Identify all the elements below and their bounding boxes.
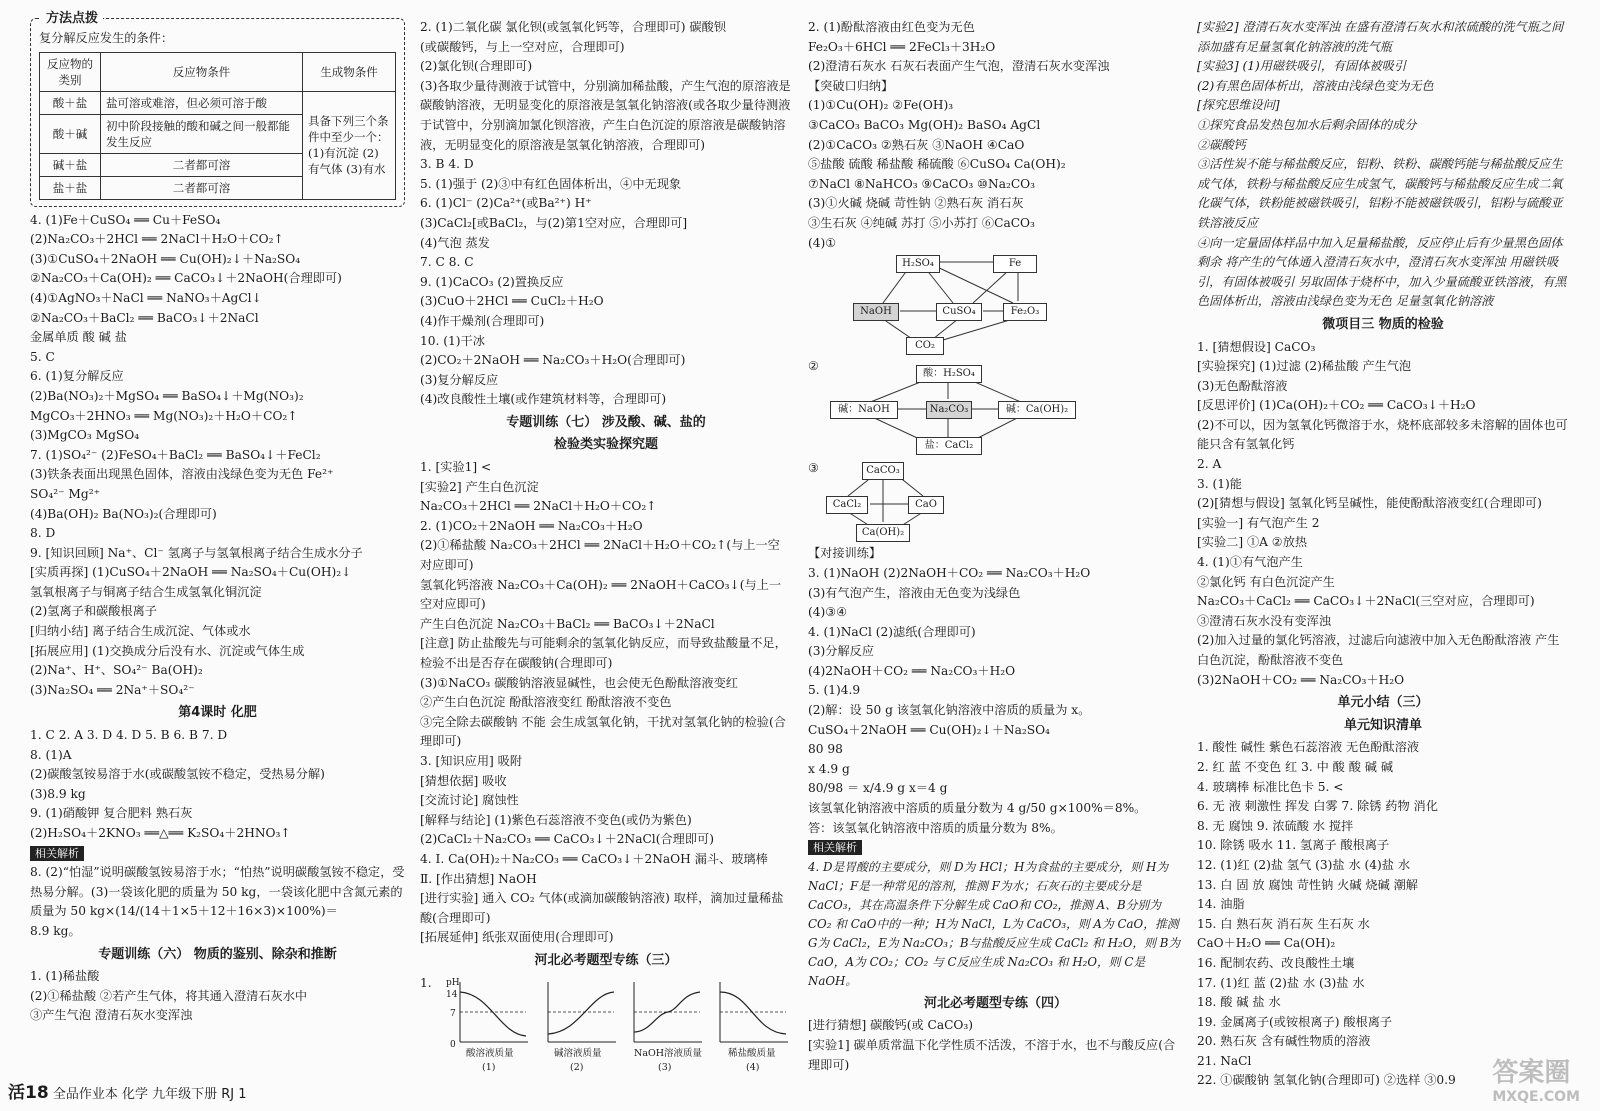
answer-line: (2)氢离子和碳酸根离子: [30, 604, 157, 619]
graph-num-1: (1): [482, 1061, 496, 1073]
answer-line: (2)氯化钡(合理即可): [420, 59, 533, 74]
answer-line: (2)①CaCO₃ ②熟石灰 ③NaOH ④CaO: [808, 137, 1025, 152]
node-fe2o3: Fe₂O₃: [1003, 303, 1047, 321]
ph-curve: [548, 992, 614, 1034]
answer-line: ④向一定量固体样品中加入足量稀盐酸，反应停止后有少量黑色固体剩余 将产生的气体通入澄清石灰水中，澄清石灰水变浑浊 用磁铁吸引，有固体被吸引 另取固体于烧杯中，加入少量硫酸亚铁溶液，有黑色固体析出，溶液由浅绿色变为无色 足量氢氧化钠溶液: [1197, 235, 1567, 309]
answers-block: [1197, 738, 1569, 1091]
training6-heading: 专题训练（六） 物质的鉴别、除杂和推断: [98, 946, 337, 962]
answer-line: (2)Na⁺、H⁺、SO₄²⁻ Ba(OH)₂: [30, 663, 203, 678]
answer-line: 4. (1)①有气泡产生: [1197, 555, 1303, 570]
answer-line: 8. D: [30, 526, 56, 541]
answer-line: (2)①稀盐酸 ②若产生气体，将其通入澄清石灰水中: [30, 988, 308, 1003]
answer-line: 1. (1)稀盐酸: [30, 969, 100, 984]
graph-xlabel-2: 碱溶液质量: [554, 1047, 602, 1059]
graph-num-4: (4): [746, 1061, 760, 1073]
answer-line: 2. (1)酚酞溶液由红色变为无色: [808, 20, 975, 34]
answer-line: MgCO₃＋2HNO₃ ══ Mg(NO₃)₂＋H₂O＋CO₂↑: [30, 408, 298, 423]
column-2: [420, 18, 792, 1074]
answer-line: 1. 酸性 碱性 紫色石蕊溶液 无色酚酞溶液: [1197, 740, 1420, 755]
hebei3-heading: 河北必考题型专练（三）: [534, 952, 678, 968]
row-type: 酸＋盐: [40, 91, 101, 114]
answer-line: [注意] 防止盐酸先与可能剩余的氢氧化钠反应，而导致盐酸量不足，检验不出是否存在碳酸钠(合理即可): [420, 636, 787, 670]
row-type: 盐＋盐: [40, 176, 101, 199]
answer-line: 2. (1)CO₂＋2NaOH ══ Na₂CO₃＋H₂O: [420, 518, 643, 533]
answer-line: [实验探究] (1)过滤 (2)稀盐酸 产生气泡: [1197, 359, 1412, 374]
answer-line: (3)2NaOH＋CO₂ ══ Na₂CO₃＋H₂O: [1197, 672, 1405, 687]
answer-line: 3. (1)NaOH (2)2NaOH＋CO₂ ══ Na₂CO₃＋H₂O: [808, 565, 1091, 580]
answer-line: (2)不可以，因为氢氧化钙微溶于水，烧杯底部较多未溶解的固体也可能只含有氢氧化钙: [1197, 417, 1568, 452]
answers-block: [808, 1016, 1183, 1075]
answer-line: ③产生气泡 澄清石灰水变浑浊: [30, 1008, 193, 1023]
row-cond: 初中阶段接触的酸和碱之间一般都能发生反应: [101, 114, 303, 153]
answer-line: (2)H₂SO₄＋2KNO₃ ══△══ K₂SO₄＋2HNO₃↑: [30, 826, 291, 840]
answer-line: 21. NaCl: [1197, 1053, 1252, 1068]
th-reactant-type: 反应物的类别: [40, 52, 101, 91]
training7-subheading: 检验类实验探究题: [553, 437, 658, 453]
answer-line: (4)气泡 蒸发: [420, 235, 490, 250]
answer-line: 12. (1)红 (2)盐 氢气 (3)盐 水 (4)盐 水: [1197, 857, 1411, 872]
answer-line: 2. A: [1197, 457, 1222, 472]
answer-line: (2)Ba(NO₃)₂＋MgSO₄ ══ BaSO₄↓＋Mg(NO₃)₂: [30, 388, 304, 403]
answer-line: 2. 红 蓝 不变色 红 3. 中 酸 酸 碱 碱: [1197, 759, 1394, 774]
answer-line: [交流讨论] 腐蚀性: [420, 793, 519, 808]
answer-line: 22. ①碳酸钠 氢氧化钠(合理即可) ②选样 ③0.9: [1197, 1073, 1456, 1088]
method-tip-title: 方法点拨: [41, 9, 103, 29]
answer-line: ⑦NaCl ⑧NaHCO₃ ⑨CaCO₃ ⑩Na₂CO₃: [808, 176, 1036, 191]
ph-tick-14: 14: [446, 989, 458, 1000]
answer-line: 4. 玻璃棒 标准比色卡 5. <: [1197, 779, 1344, 794]
node-naoh: NaOH: [853, 303, 899, 321]
answer-line: 80 98: [808, 742, 843, 757]
condition-table: [39, 52, 396, 200]
checklist-heading: 单元知识清单: [1343, 717, 1422, 733]
answer-line: (3)①火碱 烧碱 苛性钠 ②熟石灰 消石灰: [808, 196, 1024, 211]
answer-line: (3)无色酚酞溶液: [1197, 378, 1288, 393]
answer-line: (3)铁条表面出现黑色固体，溶液由浅绿色变为无色 Fe²⁺: [30, 467, 334, 482]
graph-xlabel-4: 稀盐酸质量: [728, 1047, 776, 1059]
answer-line: [进行实验] 通入 CO₂ 气体(或滴加碳酸钠溶液) 取样，滴加过量稀盐酸(合理即可): [420, 891, 784, 925]
page-number: 活18: [8, 1083, 49, 1103]
answer-line: 18. 酸 碱 盐 水: [1197, 995, 1281, 1010]
hebei4-heading: 河北必考题型专练（四）: [923, 995, 1067, 1011]
answer-line: 8.9 kg。: [30, 923, 81, 938]
answer-line: 16. 配制农药、改良酸性土壤: [1197, 955, 1355, 970]
watermark-text: 答案圈: [1492, 1058, 1571, 1088]
answer-line: [探究思维设问]: [1197, 98, 1280, 113]
column-4: [1197, 18, 1569, 1091]
answer-line: 4. (1)NaCl (2)滤纸(合理即可): [808, 624, 976, 639]
ph-graphs: [420, 974, 792, 1074]
answer-line: (4)2NaOH＋CO₂ ══ Na₂CO₃＋H₂O: [808, 663, 1016, 678]
node-co2: CO₂: [906, 337, 944, 355]
answer-line: ③完全除去碳酸钠 不能 会生成氢氧化钠，干扰对氢氧化钠的检验(合理即可): [420, 714, 786, 749]
answer-line: ②Na₂CO₃＋BaCl₂ ══ BaCO₃↓＋2NaCl: [30, 310, 259, 325]
answer-line: SO₄²⁻ Mg²⁺: [30, 486, 101, 501]
answer-line: 氢氧化钙溶液 Na₂CO₃＋Ca(OH)₂ ══ 2NaOH＋CaCO₃↓(与上一空对应即可): [420, 577, 782, 612]
answer-line: (2)解：设 50 g 该氢氧化钠溶液中溶质的质量为 x。: [808, 703, 1091, 718]
answers-block: [420, 18, 792, 410]
answers-block: [30, 211, 405, 701]
answer-line: [实验2] 产生白色沉淀: [420, 479, 539, 494]
graph-num-3: (3): [658, 1061, 672, 1073]
ph-tick-7: 7: [450, 1008, 456, 1019]
answer-line: (3)CuO＋2HCl ══ CuCl₂＋H₂O: [420, 294, 604, 309]
node-base-caoh2: 碱：Ca(OH)₂: [998, 401, 1076, 419]
answer-line: (3)Na₂SO₄ ══ 2Na⁺＋SO₄²⁻: [30, 682, 195, 697]
answer-line: 9. (1)CaCO₃ (2)置换反应: [420, 274, 564, 289]
answer-line: 9. (1)硝酸钾 复合肥料 熟石灰: [30, 806, 193, 821]
answer-line: 10. 除锈 吸水 11. 氢离子 酸根离子: [1197, 838, 1390, 853]
answer-line: [实验1] 碳单质常温下化学性质不活泼，不溶于水，也不与酸反应(合理即可): [808, 1038, 1176, 1072]
answer-line: (3)①CuSO₄＋2NaOH ══ Cu(OH)₂↓＋Na₂SO₄: [30, 251, 301, 266]
answer-line: ②产生白色沉淀 酚酞溶液变红 酚酞溶液不变色: [420, 695, 672, 710]
watermark-url: MXQE.COM: [1492, 1089, 1580, 1105]
column-3: [808, 18, 1183, 1075]
diagram-2-label: ②: [808, 359, 819, 374]
answer-line: 【突破口归纳】: [808, 78, 894, 93]
node-cuso4: CuSO₄: [936, 303, 982, 321]
method-tip-intro: 复分解反应发生的条件：: [39, 31, 174, 45]
th-reactant-cond: 反应物条件: [101, 52, 303, 91]
answer-line: (3)各取少量待测液于试管中，分别滴加稀盐酸，产生气泡的原溶液是碳酸钠溶液，无明显变化的原溶液是氢氧化钠溶液(或各取少量待测液于试管中，分别滴加氯化钡溶液，产生白色沉淀的原溶液是碳酸钠溶液，无明显变化的原溶液是氢氧化钠溶液，合理即可): [420, 78, 791, 152]
answer-line: [猜想依据] 吸收: [420, 773, 507, 788]
answer-line: (2)碳酸氢铵易溶于水(或碳酸氢铵不稳定，受热易分解): [30, 767, 325, 782]
answer-line: CuSO₄＋2NaOH ══ Cu(OH)₂↓＋Na₂SO₄: [808, 722, 1050, 737]
ph-graph-2: [548, 982, 616, 1042]
answer-line: 5. C: [30, 349, 55, 364]
answer-line: [实验3] (1)用磁铁吸引，有固体被吸引: [1197, 59, 1407, 74]
answer-line: 15. 白 熟石灰 消石灰 生石灰 水: [1197, 916, 1370, 931]
answer-line: 答：该氢氧化钠溶液中溶质的质量分数为 8%。: [808, 820, 1063, 835]
answer-line: 20. 熟石灰 含有碱性物质的溶液: [1197, 1034, 1371, 1049]
answer-line: Na₂CO₃＋CaCl₂ ══ CaCO₃↓＋2NaCl(三空对应，合理即可): [1197, 594, 1535, 609]
answer-line: (4)作干燥剂(合理即可): [420, 313, 545, 328]
node-cacl2: CaCl₂: [826, 496, 868, 514]
node-base-naoh: 碱：NaOH: [830, 401, 898, 419]
answer-line: Na₂CO₃＋2HCl ══ 2NaCl＋H₂O＋CO₂↑: [420, 499, 657, 514]
answer-line: (4)Ba(OH)₂ Ba(NO₃)₂(合理即可): [30, 506, 217, 521]
training7-heading: 专题训练（七） 涉及酸、碱、盐的: [506, 414, 706, 430]
relation-diagram-1: [808, 253, 1183, 357]
answer-line: (2)澄清石灰水 石灰石表面产生气泡，澄清石灰水变浑浊: [808, 59, 1110, 74]
answer-line: 9. [知识回顾] Na⁺、Cl⁻ 氢离子与氢氧根离子结合生成水分子: [30, 545, 363, 560]
answer-line: x 4.9 g: [808, 761, 850, 776]
answer-line: ③澄清石灰水没有变浑浊: [1197, 613, 1332, 628]
node-caoh2: Ca(OH)₂: [856, 524, 910, 542]
column-1: [30, 11, 405, 1026]
answer-line: 1. C 2. A 3. D 4. D 5. B 6. B 7. D: [30, 728, 228, 743]
answer-line: ③CaCO₃ BaCO₃ Mg(OH)₂ BaSO₄ AgCl: [808, 117, 1041, 132]
answer-line: [拓展延伸] 纸张双面使用(合理即可): [420, 930, 614, 945]
answer-line: 4. Ⅰ. Ca(OH)₂＋Na₂CO₃ ══ CaCO₃↓＋2NaOH 漏斗、玻璃棒: [420, 851, 768, 866]
answer-line: 5. (1)4.9: [808, 683, 861, 698]
node-salt-na2co3: Na₂CO₃: [926, 401, 972, 419]
answer-line: 10. (1)干冰: [420, 333, 485, 348]
answer-line: ③生石灰 ④纯碱 苏打 ⑤小苏打 ⑥CaCO₃: [808, 215, 1035, 230]
answer-line: 【对接训练】: [808, 546, 882, 561]
answer-line: Ⅱ. [作出猜想] NaOH: [420, 871, 537, 886]
answer-line: (2)Na₂CO₃＋2HCl ══ 2NaCl＋H₂O＋CO₂↑: [30, 232, 284, 247]
answer-line: 19. 金属离子(或铵根离子) 酸根离子: [1197, 1014, 1393, 1029]
answers-block: [808, 544, 1183, 838]
answer-line: 7. C 8. C: [420, 255, 474, 270]
answer-line: [实验二] ①A ②放热: [1197, 535, 1308, 550]
answer-line: [拓展应用] (1)交换成分后没有水、沉淀或气体生成: [30, 643, 305, 658]
answer-line: [反思评价] (1)Ca(OH)₂＋CO₂ ══ CaCO₃↓＋H₂O: [1197, 398, 1476, 413]
answer-line: (2)[猜想与假设] 氢氧化钙呈碱性，能使酚酞溶液变红(合理即可): [1197, 496, 1542, 511]
answer-line: (4)①: [808, 235, 837, 250]
graph-xlabel-1: 酸溶液质量: [466, 1047, 514, 1059]
answer-line: 7. (1)SO₄²⁻ (2)FeSO₄＋BaCl₂ ══ BaSO₄↓＋FeCl₂: [30, 447, 321, 462]
analysis-block: [30, 863, 405, 941]
ph-curve: [720, 992, 786, 1034]
method-tip-box: [30, 11, 405, 207]
answer-line: (2)①稀盐酸 Na₂CO₃＋2HCl ══ 2NaCl＋H₂O＋CO₂↑(与上一空对应即可): [420, 538, 780, 573]
answer-line: ③活性炭不能与稀盐酸反应，铝粉、铁粉、碳酸钙能与稀盐酸反应生成气体，铁粉与稀盐酸反应生成氢气，碳酸钙与稀盐酸反应生成二氧化碳气体，铁粉能被磁铁吸引，铝粉不能被磁铁吸引，铝粉与硫酸亚铁溶液反应: [1197, 157, 1563, 230]
answer-line: 产生白色沉淀 Na₂CO₃＋BaCl₂ ══ BaCO₃↓＋2NaCl: [420, 616, 715, 631]
node-h2so4: H₂SO₄: [896, 255, 940, 273]
answer-line: 金属单质 酸 碱 盐: [30, 330, 127, 345]
answer-line: [实验2] 澄清石灰水变浑浊 在盛有澄清石灰水和浓硫酸的洗气瓶之间添加盛有足量氢氧化钠溶液的洗气瓶: [1197, 20, 1564, 54]
q1-label: 1.: [420, 975, 432, 990]
analysis-tag: 相关解析: [808, 840, 862, 855]
answer-line: (3)有气泡产生，溶液由无色变为浅绿色: [808, 585, 1021, 600]
answer-line: 3. (1)能: [1197, 476, 1242, 491]
page-footer: [8, 1078, 246, 1103]
answer-line: ②碳酸钙: [1197, 137, 1246, 152]
answer-line: 4. (1)Fe＋CuSO₄ ══ Cu＋FeSO₄: [30, 212, 221, 227]
watermark-logo: [1492, 1052, 1580, 1105]
node-acid-h2so4: 酸：H₂SO₄: [916, 365, 982, 383]
answer-line: (3)MgCO₃ MgSO₄: [30, 428, 140, 443]
answer-line: 3. [知识应用] 吸附: [420, 753, 523, 768]
answers-block: [1197, 18, 1569, 312]
relation-diagram-3: [808, 462, 1183, 544]
answer-line: 6. (1)Cl⁻ (2)Ca²⁺(或Ba²⁺) H⁺: [420, 196, 592, 211]
answer-line: 5. (1)强于 (2)③中有红色固体析出，④中无现象: [420, 176, 682, 191]
ph-graph-1: [460, 982, 528, 1042]
answer-line: [归纳小结] 离子结合生成沉淀、气体或水: [30, 624, 251, 639]
answer-line: 6. 无 液 刺激性 挥发 白雾 7. 除锈 药物 消化: [1197, 799, 1438, 814]
analysis-text: 4. D是胃酸的主要成分，则 D为 HCl；H为食盐的主要成分，则 H为 NaCl；F是一种常见的溶剂，推测 F为水；石灰石的主要成分是 CaCO₃，其在高温条件下分解生成 CaO和 CO₂，推测 A、B分别为 CO₂ 和 CaO中的一种；H为 NaCl，L为 CaCO₃，则 A为 CaO，推测 G为 CaCl₂，E为 Na₂CO₃；B与盐酸反应生成 CaCl₂ 和 H₂O，则 B为 CaO，A为 CO₂；CO₂ 与 C反应生成 Na₂CO₃ 和 H₂O，则 C是 NaOH。: [808, 859, 1181, 988]
answer-line: 17. (1)红 蓝 (2)盐 水 (3)盐 水: [1197, 975, 1365, 990]
row-cond: 盐可溶或难溶，但必须可溶于酸: [101, 91, 303, 114]
diagram-3-label: ③: [808, 460, 819, 475]
ph-axis-label: pH: [446, 977, 460, 988]
answer-line: 6. (1)复分解反应: [30, 369, 124, 384]
answers-block: [30, 967, 405, 1026]
answers-block: [30, 726, 405, 844]
answers-block: [1197, 338, 1569, 691]
answer-line: 8. (2)“怕湿”说明碳酸氢铵易溶于水；“怕热”说明碳酸氢铵不稳定，受热易分解。(3)一袋该化肥的质量为 50 kg，一袋该化肥中含氮元素的质量为 50 kg×(14/(14＋1×5＋12＋16×3)×100%)＝: [30, 865, 405, 919]
unit3-heading: 单元小结（三）: [1337, 695, 1429, 711]
answer-line: CaO＋H₂O ══ Ca(OH)₂: [1197, 936, 1336, 951]
answer-line: 80/98 ＝ x/4.9 g x＝4 g: [808, 781, 948, 796]
answer-line: ②Na₂CO₃＋Ca(OH)₂ ══ CaCO₃↓＋2NaOH(合理即可): [30, 271, 342, 286]
answer-line: [解释与结论] (1)紫色石蕊溶液不变色(或仍为紫色): [420, 812, 692, 827]
relation-diagram-2: [808, 363, 1183, 459]
answer-line: 1. [实验1] <: [420, 460, 492, 475]
answer-line: 8. (1)A: [30, 747, 72, 762]
answer-line: Fe₂O₃＋6HCl ══ 2FeCl₃＋3H₂O: [808, 39, 996, 54]
answer-line: (3)8.9 kg: [30, 786, 86, 801]
row-cond: 二者都可溶: [101, 153, 303, 176]
ph-graph-4: [720, 982, 788, 1042]
row-type: 酸＋碱: [40, 114, 101, 153]
answers-block: [808, 18, 1183, 253]
node-cao: CaO: [908, 496, 944, 514]
ph-curve: [460, 992, 526, 1036]
node-fe: Fe: [993, 255, 1037, 273]
ph-tick-0: 0: [450, 1039, 456, 1050]
graph-xlabel-3: NaOH溶液质量: [634, 1047, 703, 1059]
ph-graph-3: [634, 982, 702, 1042]
answer-line: ①探究食品发热包加水后剩余固体的成分: [1197, 117, 1417, 132]
answer-line: (4)①AgNO₃＋NaCl ══ NaNO₃＋AgCl↓: [30, 290, 262, 305]
product-condition-cell: 具备下列三个条件中至少一个：(1)有沉淀 (2)有气体 (3)有水: [303, 91, 396, 199]
answer-line: [实验一] 有气泡产生 2: [1197, 515, 1320, 530]
answer-line: 该氢氧化钠溶液中溶质的质量分数为 4 g/50 g×100%＝8%。: [808, 801, 1147, 816]
answer-line: 14. 油脂: [1197, 897, 1245, 912]
answer-line: (1)①Cu(OH)₂ ②Fe(OH)₃: [808, 98, 954, 113]
answer-line: ②氯化钙 有白色沉淀产生: [1197, 574, 1335, 589]
answer-line: (4)③④: [808, 605, 848, 620]
lesson-heading: 第4课时 化肥: [178, 705, 257, 721]
answer-line: (4)改良酸性土壤(或作建筑材料等，合理即可): [420, 392, 667, 407]
answer-line: 1. [猜想假设] CaCO₃: [1197, 339, 1316, 354]
answer-line: (3)CaCl₂[或BaCl₂，与(2)第1空对应，合理即可]: [420, 215, 688, 230]
answer-line: (2)有黑色固体析出，溶液由浅绿色变为无色: [1197, 78, 1434, 93]
answers-block: [420, 458, 792, 948]
answer-line: 氢氧根离子与铜离子结合生成氢氧化铜沉淀: [30, 584, 262, 599]
row-type: 碱＋盐: [40, 153, 101, 176]
footer-text: 全品作业本 化学 九年级下册 RJ 1: [52, 1087, 247, 1102]
answer-line: (或碳酸钙，与上一空对应，合理即可): [420, 39, 625, 54]
answer-line: (3)分解反应: [808, 644, 875, 659]
node-salt-cacl2: 盐：CaCl₂: [916, 437, 982, 455]
th-product-cond: 生成物条件: [303, 52, 396, 91]
answer-line: [实质再探] (1)CuSO₄＋2NaOH ══ Na₂SO₄＋Cu(OH)₂↓: [30, 565, 352, 580]
answer-line: 2. (1)二氧化碳 氯化钡(或氢氧化钙等，合理即可) 碳酸钡: [420, 20, 726, 34]
answer-line: (2)CO₂＋2NaOH ══ Na₂CO₃＋H₂O(合理即可): [420, 353, 686, 368]
answer-line: 8. 无 腐蚀 9. 浓硫酸 水 搅拌: [1197, 818, 1354, 833]
answer-line: (2)加入过量的氯化钙溶液，过滤后向滤液中加入无色酚酞溶液 产生白色沉淀，酚酞溶液不变色: [1197, 633, 1560, 667]
answer-line: (2)CaCl₂＋Na₂CO₃ ══ CaCO₃↓＋2NaCl(合理即可): [420, 832, 714, 847]
answer-line: ⑤盐酸 硫酸 稀盐酸 稀硫酸 ⑥CuSO₄ Ca(OH)₂: [808, 157, 1066, 172]
answer-line: (3)复分解反应: [420, 372, 499, 387]
answer-line: 13. 白 固 放 腐蚀 苛性钠 火碱 烧碱 潮解: [1197, 877, 1418, 892]
node-caco3: CaCO₃: [862, 462, 904, 480]
answer-line: 3. B 4. D: [420, 157, 474, 172]
graph-num-2: (2): [570, 1061, 584, 1073]
answer-line: [进行猜想] 碳酸钙(或 CaCO₃): [808, 1018, 974, 1033]
answer-line: (3)①NaCO₃ 碳酸钠溶液显碱性，也会使无色酚酞溶液变红: [420, 675, 738, 690]
analysis-tag: 相关解析: [30, 846, 84, 861]
row-cond: 二者都可溶: [101, 176, 303, 199]
micro3-heading: 微项目三 物质的检验: [1322, 316, 1444, 332]
